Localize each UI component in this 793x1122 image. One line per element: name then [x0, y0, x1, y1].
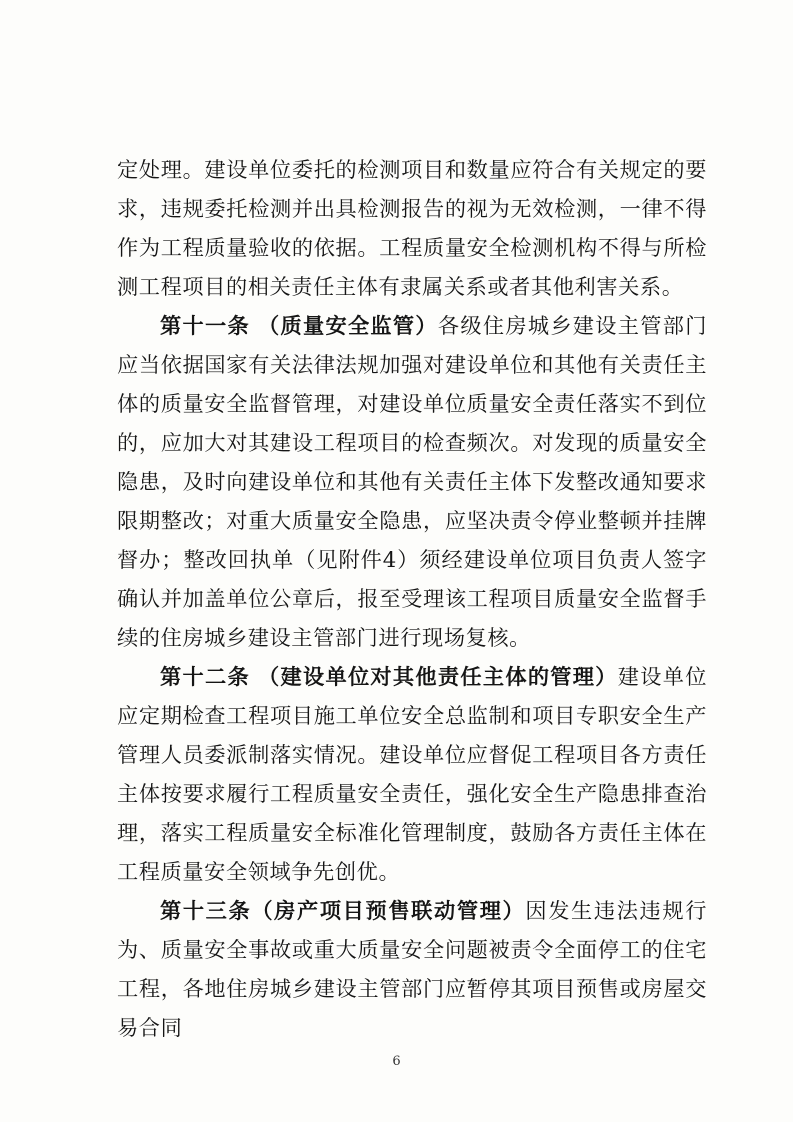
- article-heading: （房产项目预售联动管理）: [251, 898, 526, 923]
- article-heading: （建设单位对其他责任主体的管理）: [258, 664, 618, 689]
- paragraph-text: 定处理。建设单位委托的检测项目和数量应符合有关规定的要求，违规委托检测并出具检测报告的视为无效检测，一律不得作为工程质量验收的依据。工程质量安全检测机构不得与所检测工程项目的相关责任主体有隶属关系或者其他利害关系。: [117, 157, 707, 299]
- page-number: 6: [392, 1054, 401, 1069]
- article-number: 第十二条: [160, 664, 250, 689]
- article-text: 建设单位应定期检查工程项目施工单位安全总监制和项目专职安全生产管理人员委派制落实情况。建设单位应督促工程项目各方责任主体按要求履行工程质量安全责任，强化安全生产隐患排查治理，落实工程质量安全标准化管理制度，鼓励各方责任主体在工程质量安全领域争先创优。: [117, 664, 708, 884]
- article-number: 第十一条: [160, 313, 250, 338]
- article-number: 第十三条: [160, 898, 252, 923]
- article-13: [117, 891, 707, 1047]
- article-12: [117, 657, 707, 891]
- article-text: 因发生违法违规行为、质量安全事故或重大质量安全问题被责令全面停工的住宅工程，各地住房城乡建设主管部门应暂停其项目预售或房屋交易合同: [117, 898, 707, 1040]
- document-body: [117, 150, 707, 1047]
- paragraph-continuation: [117, 150, 707, 306]
- article-11: [117, 306, 707, 657]
- article-heading: （质量安全监管）: [258, 313, 438, 338]
- article-text: 各级住房城乡建设主管部门应当依据国家有关法律法规加强对建设单位和其他有关责任主体的质量安全监督管理，对建设单位质量安全责任落实不到位的，应加大对其建设工程项目的检查频次。对发现的质量安全隐患，及时向建设单位和其他有关责任主体下发整改通知要求限期整改；对重大质量安全隐患，应坚决责令停业整顿并挂牌督办；整改回执单（见附件4）须经建设单位项目负责人签字确认并加盖单位公章后，报至受理该工程项目质量安全监督手续的住房城乡建设主管部门进行现场复核。: [117, 313, 708, 650]
